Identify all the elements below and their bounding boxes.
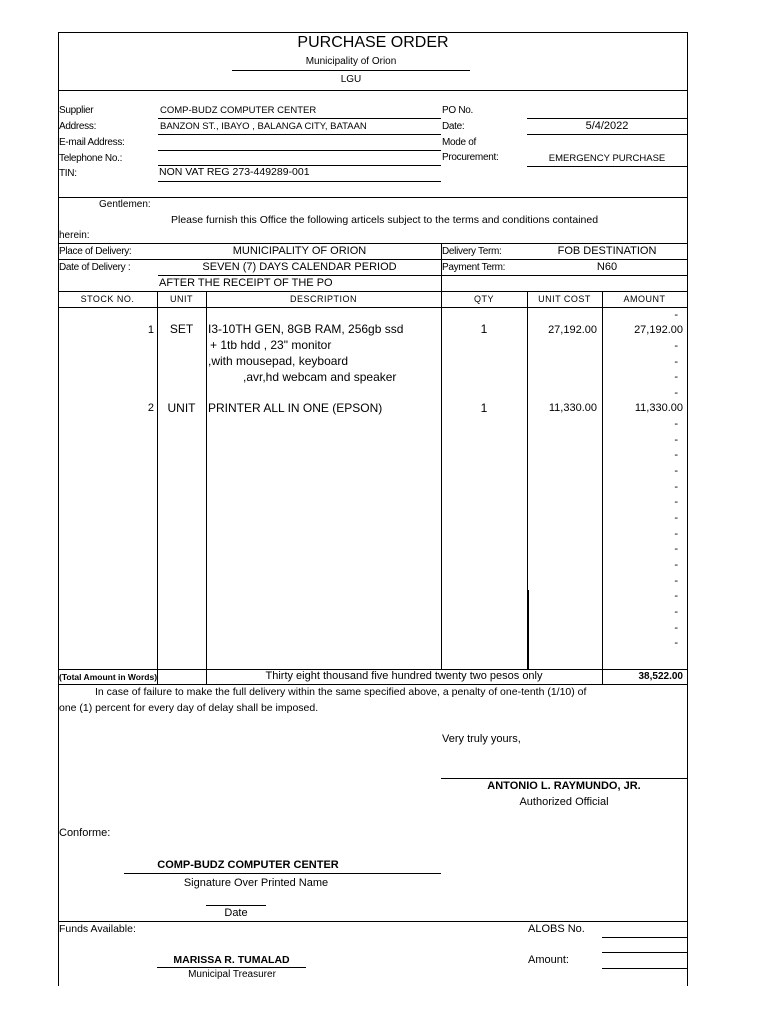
supplier-block-bottom-line — [58, 197, 688, 198]
date-label: Date: — [442, 121, 465, 132]
total-bottom-line — [58, 684, 688, 685]
col-line-cost — [602, 291, 603, 685]
amount-dash: - — [674, 637, 678, 649]
address-value: BANZON ST., IBAYO , BALANGA CITY, BATAAN — [160, 121, 367, 132]
treasurer-title: Municipal Treasurer — [188, 969, 276, 980]
amount-dash: - — [674, 512, 678, 524]
item-description-line-4: ,avr,hd webcam and speaker — [243, 370, 397, 384]
table-top-line — [58, 291, 688, 292]
item-qty: 1 — [480, 322, 488, 336]
place-of-delivery-value: MUNICIPALITY OF ORION — [232, 245, 367, 257]
mode-of-procurement-value: EMERGENCY PURCHASE — [548, 153, 666, 164]
po-date-value: 5/4/2022 — [585, 120, 629, 132]
item-amount: 27,192.00 — [634, 324, 683, 336]
date-of-delivery-underline — [158, 275, 687, 276]
treasurer-name: MARISSA R. TUMALAD — [173, 954, 290, 966]
intro-line-1: Please furnish this Office the following articels subject to the terms and conditions contained — [171, 214, 599, 226]
date-of-delivery-label: Date of Delivery : — [59, 262, 131, 273]
place-of-delivery-label: Place of Delivery: — [59, 246, 132, 257]
conforme-supplier-name: COMP-BUDZ COMPUTER CENTER — [157, 859, 339, 871]
item-unit-cost: 27,192.00 — [548, 324, 597, 336]
amount-dash: - — [674, 559, 678, 571]
municipality-name: Municipality of Orion — [305, 56, 397, 67]
amount-dash: - — [674, 481, 678, 493]
col-line-desc — [441, 291, 442, 669]
official-signature-line — [441, 778, 687, 779]
total-amount-in-words-label: (Total Amount in Words) — [59, 672, 158, 682]
amount-dash: - — [674, 434, 678, 446]
amount-dash: - — [674, 356, 678, 368]
amount-dash: - — [674, 575, 678, 587]
alobs-line-2 — [602, 952, 687, 953]
item-qty: 1 — [480, 401, 488, 415]
authorized-official-name: ANTONIO L. RAYMUNDO, JR. — [487, 780, 641, 792]
date-of-delivery-value: SEVEN (7) DAYS CALENDAR PERIOD — [202, 261, 397, 273]
header-unit-cost: UNIT COST — [538, 294, 591, 304]
po-no-label: PO No. — [442, 105, 473, 116]
penalty-line-2: one (1) percent for every day of delay shall be imposed. — [59, 702, 319, 714]
conforme-date-line — [206, 905, 266, 906]
funds-top-line — [58, 921, 688, 922]
total-amount: 38,522.00 — [638, 671, 683, 682]
conforme-date-label: Date — [224, 907, 248, 919]
supplier-underline — [158, 118, 441, 119]
place-underline — [58, 259, 688, 260]
amount-dash: - — [674, 622, 678, 634]
amount-dash: - — [674, 387, 678, 399]
conforme-signature-line — [124, 873, 441, 874]
alobs-line — [602, 937, 687, 938]
header-description: DESCRIPTION — [289, 294, 357, 304]
telephone-label: Telephone No.: — [59, 153, 123, 164]
header-amount: AMOUNT — [623, 294, 666, 304]
gentlemen-salutation: Gentlemen: — [99, 199, 151, 210]
date-of-delivery-value-2: AFTER THE RECEIPT OF THE PO — [159, 277, 333, 289]
supplier-label: Supplier — [59, 105, 94, 116]
address-label: Address: — [59, 121, 97, 132]
municipality-underline — [232, 70, 470, 71]
amount-dash: - — [674, 449, 678, 461]
intro-line-2: herein: — [59, 230, 90, 241]
amount-dash: - — [674, 340, 678, 352]
lgu-label: LGU — [340, 74, 362, 85]
address-underline — [158, 134, 441, 135]
mode-label-2: Procurement: — [442, 152, 499, 163]
item-amount: 11,330.00 — [634, 402, 683, 414]
total-amount-in-words: Thirty eight thousand five hundred twenty two pesos only — [265, 670, 543, 682]
frame-top-border — [58, 32, 688, 33]
header-stock-no: STOCK NO. — [80, 294, 135, 304]
item-unit: SET — [169, 322, 194, 336]
amount-dash: - — [674, 590, 678, 602]
item-unit: UNIT — [167, 401, 196, 415]
amount-dash: - — [674, 465, 678, 477]
header-bottom-line — [58, 90, 688, 91]
amount-dash: - — [674, 606, 678, 618]
alobs-no-label: ALOBS No. — [528, 923, 585, 935]
amount-dash: - — [674, 371, 678, 383]
very-truly-yours: Very truly yours, — [442, 733, 521, 745]
amount-dash: - — [674, 496, 678, 508]
item-stock-no: 2 — [147, 402, 154, 414]
item-description-line-1: I3-10TH GEN, 8GB RAM, 256gb ssd — [208, 322, 404, 336]
header-qty: QTY — [473, 294, 494, 304]
po-no-underline — [527, 118, 687, 119]
date-underline — [527, 134, 687, 135]
item-unit-cost: 11,330.00 — [548, 402, 597, 414]
delivery-term-value: FOB DESTINATION — [557, 245, 657, 257]
amount-line — [602, 968, 687, 969]
item-description-line-1: PRINTER ALL IN ONE (EPSON) — [208, 401, 383, 415]
table-header-bottom-line — [58, 307, 688, 308]
amount-dash: - — [674, 528, 678, 540]
amount-label: Amount: — [528, 954, 569, 966]
intro-bottom-line — [58, 243, 688, 244]
item-description-line-3: ,with mousepad, keyboard — [208, 354, 349, 368]
treasurer-signature-line — [157, 967, 306, 968]
payment-term-value: N60 — [596, 261, 618, 273]
amount-dash: - — [674, 309, 678, 321]
tin-underline — [158, 181, 441, 182]
page-title: PURCHASE ORDER — [297, 34, 449, 51]
item-description-line-2: + 1tb hdd , 23" monitor — [210, 338, 332, 352]
authorized-official-title: Authorized Official — [519, 796, 609, 808]
supplier-value: COMP-BUDZ COMPUTER CENTER — [160, 105, 317, 116]
header-unit: UNIT — [170, 294, 193, 304]
col-line-stock — [157, 291, 158, 685]
frame-right-border — [687, 32, 688, 986]
tin-label: TIN: — [59, 168, 77, 179]
item-stock-no: 1 — [147, 324, 154, 336]
email-underline — [158, 150, 441, 151]
funds-available-label: Funds Available: — [59, 923, 136, 935]
mode-underline — [527, 166, 687, 167]
delivery-term-label: Delivery Term: — [442, 246, 502, 257]
payment-term-label: Payment Term: — [442, 262, 506, 273]
col-line-unit — [206, 291, 207, 685]
conforme-label: Conforme: — [59, 827, 111, 839]
mode-label-1: Mode of — [442, 137, 477, 148]
amount-dash: - — [674, 543, 678, 555]
email-label: E-mail Address: — [59, 137, 125, 148]
amount-dash: - — [674, 418, 678, 430]
col-line-qty-thick — [527, 590, 529, 669]
signature-over-printed-name: Signature Over Printed Name — [183, 877, 329, 889]
tin-value: NON VAT REG 273-449289-001 — [159, 166, 310, 178]
penalty-line-1: In case of failure to make the full delivery within the same specified above, a penalty of one-tenth (1/10) of — [95, 686, 587, 698]
delivery-divider — [441, 243, 442, 291]
